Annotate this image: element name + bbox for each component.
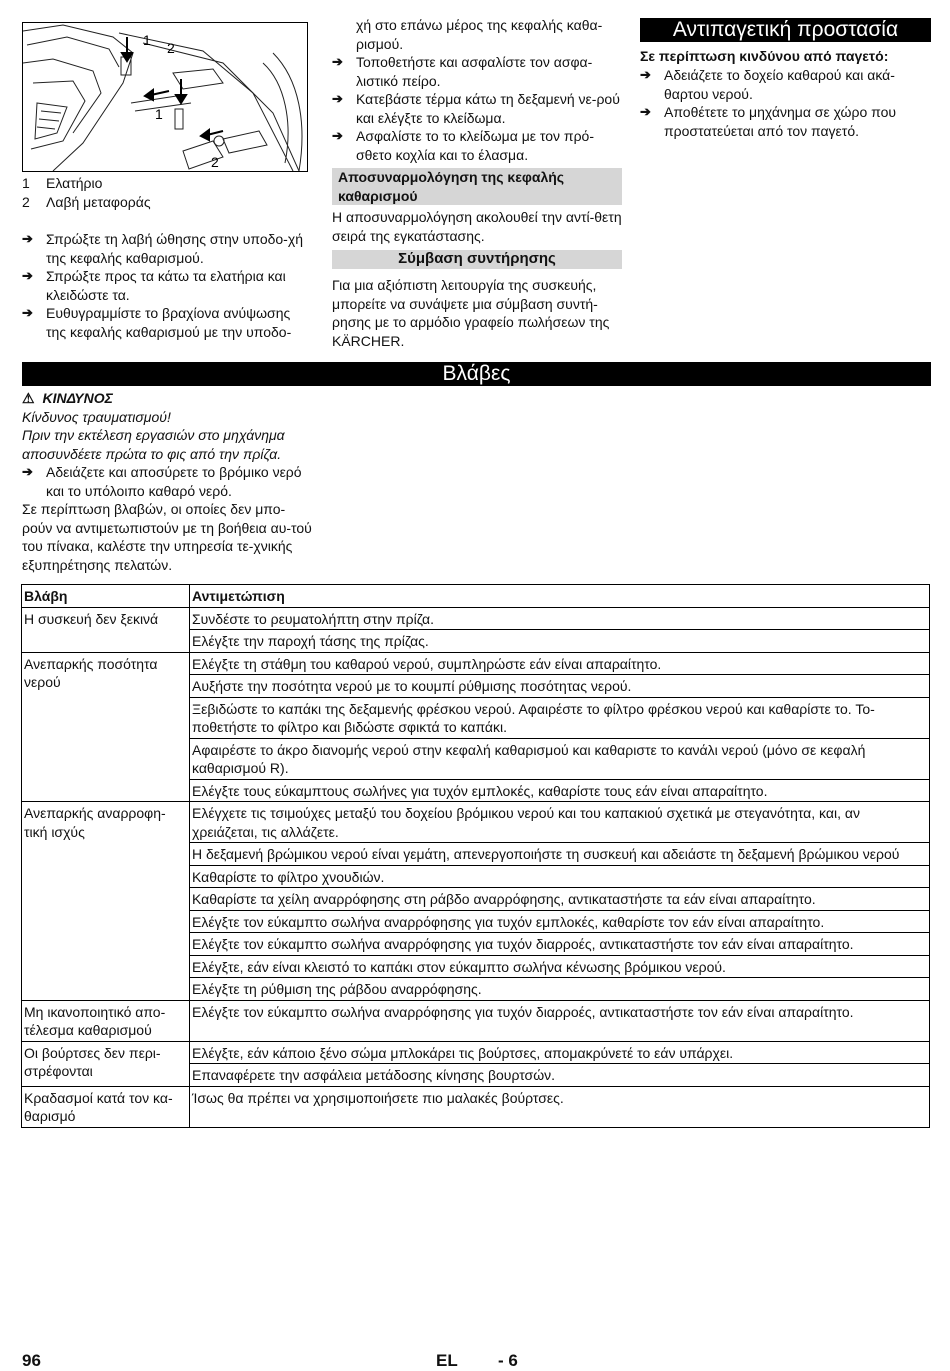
step-item: ➔ Κατεβάστε τέρμα κάτω τη δεξαμενή νε-ρού και ελέγξτε το κλείδωμα. [332,91,620,126]
arrow-right-icon: ➔ [332,91,343,106]
frost-protection-subheading: Σε περίπτωση κινδύνου από παγετό: [640,48,889,64]
arrow-right-icon: ➔ [22,231,33,246]
frost-protection-steps [640,66,931,140]
remedy-cell: Ίσως θα πρέπει να χρησιμοποιήσετε πιο μαλακές βούρτσες. [190,1086,930,1127]
callout-1-top: 1 [143,32,151,48]
table-row [22,652,930,675]
service-note: Σε περίπτωση βλαβών, οι οποίες δεν μπο-ρούν να αντιμετωπιστούν με τη βοήθεια αυ-τού του πίνακα, καλέστε την υπηρεσία τε-χνικής εξυπηρέτησης πελατών. [22,501,312,573]
danger-notice [22,389,312,574]
remedy-cell: Ελέγξτε την παροχή τάσης της πρίζας. [190,630,930,653]
header-remedy: Αντιμετώπιση [190,585,930,608]
page-number: 96 [22,1351,41,1370]
remedy-cell: Η δεξαμενή βρώμικου νερού είναι γεμάτη, απενεργοποιήστε τη συσκευή και αδειάστε τη δεξαμενή βρώμικου νερού [190,843,930,866]
step-item: ➔ Αδειάζετε και αποσύρετε το βρόμικο νερό και το υπόλοιπο καθαρό νερό. [22,464,302,499]
remedy-cell: Αυξήστε την ποσότητα νερού με το κουμπί ρύθμισης ποσότητας νερού. [190,675,930,698]
arrow-right-icon: ➔ [22,268,33,283]
remedy-cell: Ελέγξτε τον εύκαμπτο σωλήνα αναρρόφησης για τυχόν διαρροές, αντικαταστήστε τον εάν είναι απαραίτητο. [190,933,930,956]
remedy-cell: Ελέγξτε τον εύκαμπτο σωλήνα αναρρόφησης για τυχόν διαρροές, αντικαταστήστε τον εάν είναι απαραίτητο. [190,1000,930,1041]
step-continuation: χή στο επάνω μέρος της κεφαλής καθα-ρισμού. [356,17,603,52]
fault-cell: Κραδασμοί κατά τον κα-θαρισμό [22,1086,190,1127]
disassembly-heading: Αποσυναρμολόγηση της κεφαλής καθαρισμού [332,168,622,205]
step-item: ➔ Αποθέτετε το μηχάνημα σε χώρο που προστατεύεται από τον παγετό. [640,104,897,139]
remedy-cell: Ελέγξτε, εάν είναι κλειστό το καπάκι στον εύκαμπτο σωλήνα κένωσης βρόμικου νερού. [190,955,930,978]
remedy-cell: Ελέγχετε τις τσιμούχες μεταξύ του δοχείου βρόμικου νερού και του καπακιού σχετικά με στεγανότητα, και, αν χρειάζεται, τις αλλάζετε. [190,802,930,843]
table-header-row [22,585,930,608]
maintenance-contract-heading: Σύμβαση συντήρησης [332,250,622,269]
fault-cell: Η συσκευή δεν ξεκινά [22,607,190,652]
danger-label-row: ⚠ ΚΙΝΔΥΝΟΣ [22,390,113,406]
table-row [22,802,930,843]
assembly-illustration [22,22,308,172]
legend-item: 1 Ελατήριο [22,175,103,191]
remedy-cell: Συνδέστε το ρευματολήπτη στην πρίζα. [190,607,930,630]
disassembly-text: Η αποσυναρμολόγηση ακολουθεί την αντί-θετη σειρά της εγκατάστασης. [332,209,622,244]
remedy-cell: Ελέγξτε, εάν κάποιο ξένο σώμα μπλοκάρει τις βούρτσες, απομακρύνετέ το εάν υπάρχει. [190,1041,930,1064]
faults-heading: Βλάβες [22,362,931,386]
callout-1-mid: 1 [155,106,163,122]
legend-item: 2 Λαβή μεταφοράς [22,193,151,210]
step-item: ➔ Ασφαλίστε το το κλείδωμα με τον πρό-σθετο κοχλία και το έλασμα. [332,128,594,163]
fault-cell: Ανεπαρκής ποσότητα νερού [22,652,190,802]
remedy-cell: Ελέγξτε τον εύκαμπτο σωλήνα αναρρόφησης για τυχόν εμπλοκές, καθαρίστε τον εάν είναι απαραίτητο. [190,910,930,933]
callout-2-top: 2 [167,40,175,56]
remedy-cell: Επαναφέρετε την ασφάλεια μετάδοσης κίνησης βουρτσών. [190,1064,930,1087]
remedy-cell: Ξεβιδώστε το καπάκι της δεξαμενής φρέσκου νερού. Αφαιρέστε το φίλτρο φρέσκου νερού και καθαρίστε το. Το-ποθετήστε το φίλτρο και βιδώστε σφικτά το καπάκι. [190,697,930,738]
step-item: ➔ Σπρώξτε τη λαβή ώθησης στην υποδο-χή της κεφαλής καθαρισμού. [22,231,303,266]
step-item: ➔ Ευθυγραμμίστε το βραχίονα ανύψωσης της κεφαλής καθαρισμού με την υποδο- [22,305,292,340]
arrow-right-icon: ➔ [332,54,343,69]
remedy-cell: Ελέγξτε τη στάθμη του καθαρού νερού, συμπληρώστε εάν είναι απαραίτητο. [190,652,930,675]
maintenance-contract-text: Για μια αξιόπιστη λειτουργία της συσκευής, μπορείτε να συνάψετε μια σύμβαση συντή-ρησης με το αρμόδιο γραφείο πωλήσεων της KÄRCHER. [332,277,610,349]
remedy-cell: Καθαρίστε τα χείλη αναρρόφησης στη ράβδο αναρρόφησης, αντικαταστήστε τα εάν είναι απαραίτητο. [190,888,930,911]
fault-table-body [22,607,930,1127]
step-item: ➔ Σπρώξτε προς τα κάτω τα ελατήρια και κλειδώστε τα. [22,268,286,303]
fault-cell: Οι βούρτσες δεν περι-στρέφονται [22,1041,190,1086]
fault-cell: Ανεπαρκής αναρροφη-τική ισχύς [22,802,190,1001]
assembly-steps-col1 [22,230,312,341]
header-fault: Βλάβη [22,585,190,608]
frost-protection-heading: Αντιπαγετική προστασία [640,18,931,42]
remedy-cell: Ελέγξτε τη ρύθμιση της ράβδου αναρρόφησης. [190,978,930,1001]
arrow-right-icon: ➔ [332,128,343,143]
danger-line: Κίνδυνος τραυματισμού! [22,408,171,425]
language-code: EL [436,1351,458,1370]
warning-triangle-icon: ⚠ [22,390,35,406]
arrow-right-icon: ➔ [22,305,33,320]
arrow-right-icon: ➔ [22,464,33,479]
table-row [22,1041,930,1064]
table-row [22,1000,930,1041]
arrow-right-icon: ➔ [640,104,651,119]
table-row [22,607,930,630]
remedy-cell: Ελέγξτε τους εύκαμπτους σωλήνες για τυχόν εμπλοκές, καθαρίστε τους εάν είναι απαραίτητο. [190,779,930,802]
arrow-right-icon: ➔ [640,67,651,82]
fault-table [21,584,930,1128]
callout-2-bottom: 2 [211,154,219,170]
danger-instruction: Πριν την εκτέλεση εργασιών στο μηχάνημα αποσυνδέετε πρώτα το φις από την πρίζα. [22,427,285,462]
section-page: - 6 [498,1351,518,1370]
remedy-cell: Καθαρίστε το φίλτρο χνουδιών. [190,865,930,888]
step-item: ➔ Τοποθετήστε και ασφαλίστε τον ασφα-λιστικό πείρο. [332,54,593,89]
remedy-cell: Αφαιρέστε το άκρο διανομής νερού στην κεφαλή καθαρισμού και καθαριστε το κανάλι νερού (μόνο σε κεφαλή καθαρισμού R). [190,738,930,779]
machine-drawing [23,23,307,171]
step-item: ➔ Αδειάζετε το δοχείο καθαρού και ακά-θαρτου νερού. [640,67,895,102]
assembly-steps-col2 [332,16,622,164]
table-row [22,1086,930,1127]
figure-legend [22,174,312,211]
fault-cell: Μη ικανοποιητικό απο-τέλεσμα καθαρισμού [22,1000,190,1041]
